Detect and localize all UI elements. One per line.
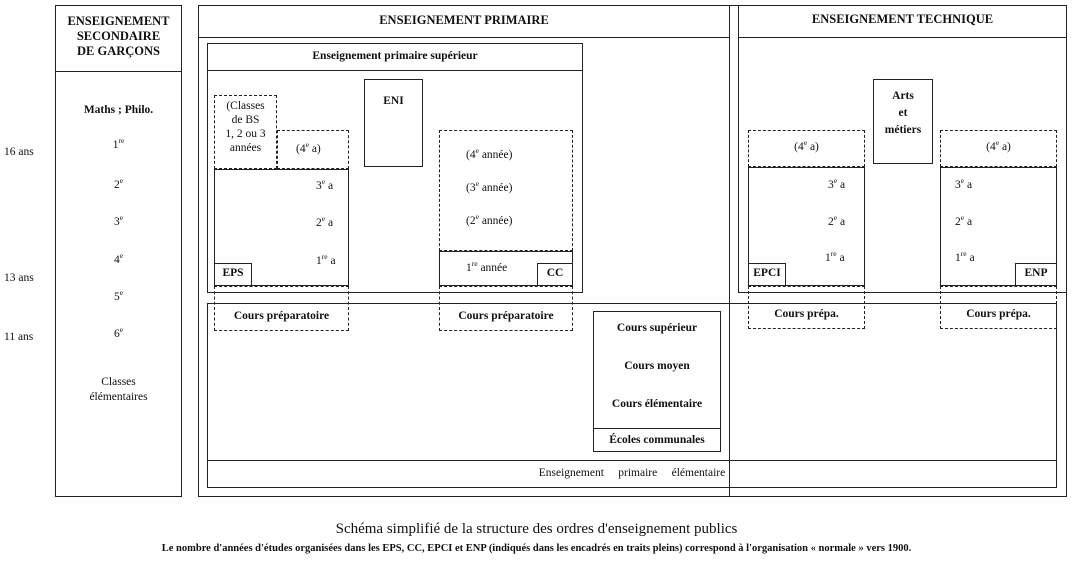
caption-note: Le nombre d'années d'études organisées dans les EPS, CC, EPCI et ENP (indiqués dans les encadrés en traits pleins) correspond à l'organisation « normale » vers 1900.	[161, 543, 912, 554]
ep-superieur-divider	[207, 70, 583, 71]
cc-year-1: 1re année	[466, 259, 508, 274]
eps-year-2: 2e a	[316, 214, 334, 229]
age-13: 13 ans	[4, 272, 34, 284]
cc-year-2: (2e année)	[466, 212, 513, 227]
technique-header-divider	[738, 37, 1067, 38]
epci-year-3: 3e a	[828, 176, 846, 191]
cc-cours-prep: Cours préparatoire	[458, 310, 554, 322]
eni-box	[364, 79, 423, 167]
enp-tag: ENP	[1024, 267, 1048, 279]
eps-tag: EPS	[222, 267, 244, 279]
secondaire-level-1: 1re	[112, 136, 125, 151]
secondaire-level-3: 3e	[113, 213, 124, 228]
eni-label: ENI	[383, 95, 404, 107]
enp-year-3: 3e a	[955, 176, 973, 191]
eps-cours-prep: Cours préparatoire	[233, 310, 330, 322]
secondaire-header-divider	[55, 71, 182, 72]
epci-cours-prepa: Cours prépa.	[774, 308, 839, 320]
ecoles-divider	[593, 428, 721, 429]
cc-tag: CC	[546, 267, 564, 279]
eps-year-1: 1re a	[316, 252, 336, 267]
enp-cours-prepa: Cours prépa.	[966, 308, 1031, 320]
secondaire-top: Maths ; Philo.	[83, 104, 154, 116]
cours-elementaire: Cours élémentaire	[611, 398, 703, 410]
secondaire-level-5: 5e	[113, 288, 124, 303]
cours-superieur: Cours supérieur	[616, 322, 698, 334]
secondaire-level-6: 6e	[113, 325, 124, 340]
secondaire-title: ENSEIGNEMENT SECONDAIRE DE GARÇONS	[67, 14, 170, 58]
enp-year-1: 1re a	[955, 249, 975, 264]
epci-year-1: 1re a	[825, 249, 845, 264]
secondaire-bottom: Classes élémentaires	[89, 376, 148, 403]
cc-year-4: (4e année)	[466, 146, 513, 161]
epci-4a-label: (4e a)	[794, 138, 819, 153]
epci-year-2: 2e a	[828, 213, 846, 228]
arts-metiers-label: Arts et métiers	[884, 90, 922, 136]
cc-year-3: (3e année)	[466, 179, 513, 194]
caption-title: Schéma simplifié de la structure des ordres d'enseignement publics	[335, 521, 738, 537]
age-11: 11 ans	[4, 331, 34, 343]
primaire-header-divider	[198, 37, 730, 38]
age-16: 16 ans	[4, 146, 34, 158]
secondaire-level-4: 4e	[113, 251, 124, 266]
technique-title: ENSEIGNEMENT TECHNIQUE	[811, 12, 994, 26]
epci-tag: EPCI	[753, 267, 781, 279]
elementaire-divider	[207, 460, 1057, 461]
eps-4a-label: (4e a)	[296, 140, 321, 155]
cours-moyen: Cours moyen	[624, 360, 690, 372]
secondaire-level-2: 2e	[113, 176, 124, 191]
elementaire-label: Enseignement primaire élémentaire	[538, 467, 726, 479]
eps-year-3: 3e a	[316, 177, 334, 192]
ecoles-communales: Écoles communales	[609, 434, 705, 446]
classes-bs-label: (Classes de BS 1, 2 ou 3 années	[225, 100, 266, 154]
primaire-title: ENSEIGNEMENT PRIMAIRE	[379, 13, 549, 27]
secondaire-column	[55, 5, 182, 497]
enp-4a-label: (4e a)	[986, 138, 1011, 153]
ep-superieur-title: Enseignement primaire supérieur	[312, 50, 478, 62]
enp-year-2: 2e a	[955, 213, 973, 228]
